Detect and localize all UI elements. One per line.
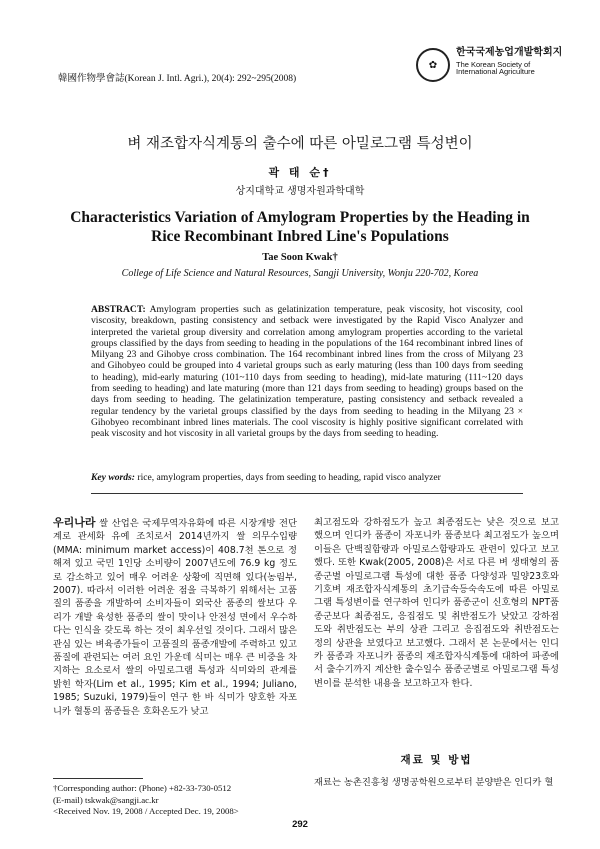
affiliation-english: College of Life Science and Natural Resources, Sangji University, Wonju 220-702, Korea [121, 268, 479, 279]
section-heading: 재료 및 방법 [400, 754, 473, 766]
body-column-left [53, 516, 297, 718]
body-lead-word: 우리나라 [53, 516, 96, 529]
footnote-line: (E-mail) tskwak@sangji.ac.kr [53, 794, 159, 805]
body-right-text: 최고점도와 강하점도가 높고 최종점도는 낮은 것으로 보고 했으며 인디카 품종이 자포니카 품종보다 최고점도가 높으며 이들은 단백질함량과 아밀로스함량과도 관련이 있다고 보고했다. 또한 Kwak(2005, 2008)은 서로 다른 벼 생태형의 품종군별 아밀로그램 특성에 대한 품종 다양성과 밀양23호와 기호벼 재조합자식계통의 초기급속등숙속도에 따른 아밀로그램 특성변이를 연구하여 인디카 품종군이 신호형의 NPT품종군보다 최종점도, 응집점도 및 취반점도가 낮았고 강하점도와 취반점도는 부의 상관 그리고 응집점도와 취반점도는 정의 상관을 보였다고 보고했다. 그래서 본 논문에서는 인디카 품종과 자포니카 품종의 재조합자식계통에 대하여 파종에서 출수기까지 계산한 출수일수 품종군별로 아밀로그램 특성변이를 분석한 내용을 보고하고자 한다. [314, 517, 559, 689]
divider [91, 493, 523, 494]
author-korean: 곽 태 순† [268, 166, 332, 179]
footnotes [53, 783, 303, 818]
keywords-label: Key words: [91, 472, 135, 483]
body-column-right [314, 516, 559, 690]
title-korean: 벼 재조합자식계통의 출수에 따른 아밀로그램 특성변이 [127, 136, 473, 152]
keywords-text: rice, amylogram properties, days from seeding to heading, rapid visco analyzer [137, 472, 441, 483]
affiliation-korean: 상지대학교 생명자원과학대학 [235, 186, 365, 197]
footnote-line: †Corresponding author: (Phone) +82-33-730-0512 [53, 783, 232, 793]
society-name-ko: 한국국제농업개발학회지 [456, 47, 563, 58]
body-left-text: 쌀 산업은 국제무역자유화에 따른 시장개방 전단계로 관세화 유예 조치로서 2014년까지 쌀 의무수입량(MMA: minimum market access)이 408.7천 톤으로 정해져 있고 국민 1인당 소비량이 2007년도에 76.9 kg 정도로 감소하고 있어 매우 어려운 상황에 직면해 있다(농림부, 2007). 따라서 이러한 어려운 점을 극복하기 위해서는 고품질의 품종을 개발하여 소비자들이 외국산 품종의 쌀보다 우리가 개발 육성한 품종의 쌀이 맛이나 안전성 면에서 우수하다는 인식을 갖도록 하는 것이 최우선일 것이다. 그래서 많은 관심 있는 벼육종가들이 고품질의 품종개발에 주력하고 있고 품질에 관련되는 여러 요인 가운데 식미는 매우 큰 비중을 차지하는 요소로서 쌀의 아밀로그램 특성과 식미와의 관계를 밝힌 학자(Lim et al., 1995; Kim et al., 1994; Juliano, 1985; Suzuki, 1979)들이 연구 한 바 식미가 양호한 자포니카 혈통의 품종들은 호화온도가 낮고 [53, 518, 297, 717]
author-english: Tae Soon Kwak† [262, 252, 338, 263]
keywords [91, 472, 523, 483]
footnote-line: <Received Nov. 19, 2008 / Accepted Dec. 19, 2008> [53, 806, 239, 816]
page-number: 292 [292, 819, 308, 830]
society-block [416, 48, 566, 82]
abstract [91, 304, 523, 440]
journal-citation: 韓國作物學會誌(Korean J. Intl. Agri.), 20(4): 292~295(2008) [58, 74, 297, 84]
method-text: 재료는 농촌진흥청 생명공학원으로부터 분양받은 인디카 혈 [314, 777, 554, 788]
abstract-label: ABSTRACT: [91, 304, 146, 315]
abstract-text: Amylogram properties such as gelatinization temperature, peak viscosity, hot viscosity, cool viscosity, breakdown, pasting consistency and setback were investigated by the Rapid Visco Analyzer and interpreted the varietal group diversity and correlation among amylogram properties according to the varietal groups classified by the days from seeding to heading in the populations of the 164 recombinant inbred lines of Milyang 23 and Gihobye cross combination. The 164 recombinant inbred lines from the cross of Milyang 23 and Gihobyeo could be grouped into 4 varietal groups such as early maturing (less than 100 days from seeding to heading), mid-early maturing (101~110 days from seeding to heading), mid-late maturing (111~120 days from seeding to heading) and late maturing (more than 121 days from seeding to heading) groups based on the days from seeding to heading. The gelatinization temperature, pasting consistency and setback revealed a regular tendency by the varietal groups classified by the days from seeding to heading in the Milyang 23 × Gihobyeo recombinant inbred lines materials. The cool viscosity is highly positive significant correlated with peak viscosity and hot viscosity in all varietal groups by the days from seeding to heading. [91, 304, 523, 440]
society-name-en: The Korean Society of International Agriculture [456, 59, 535, 77]
society-logo-icon: ✿ [416, 48, 450, 82]
footnote-divider [53, 778, 143, 779]
title-english: Characteristics Variation of Amylogram Properties by the Heading in Rice Recombinant Inbred Line's Populations [70, 209, 530, 245]
